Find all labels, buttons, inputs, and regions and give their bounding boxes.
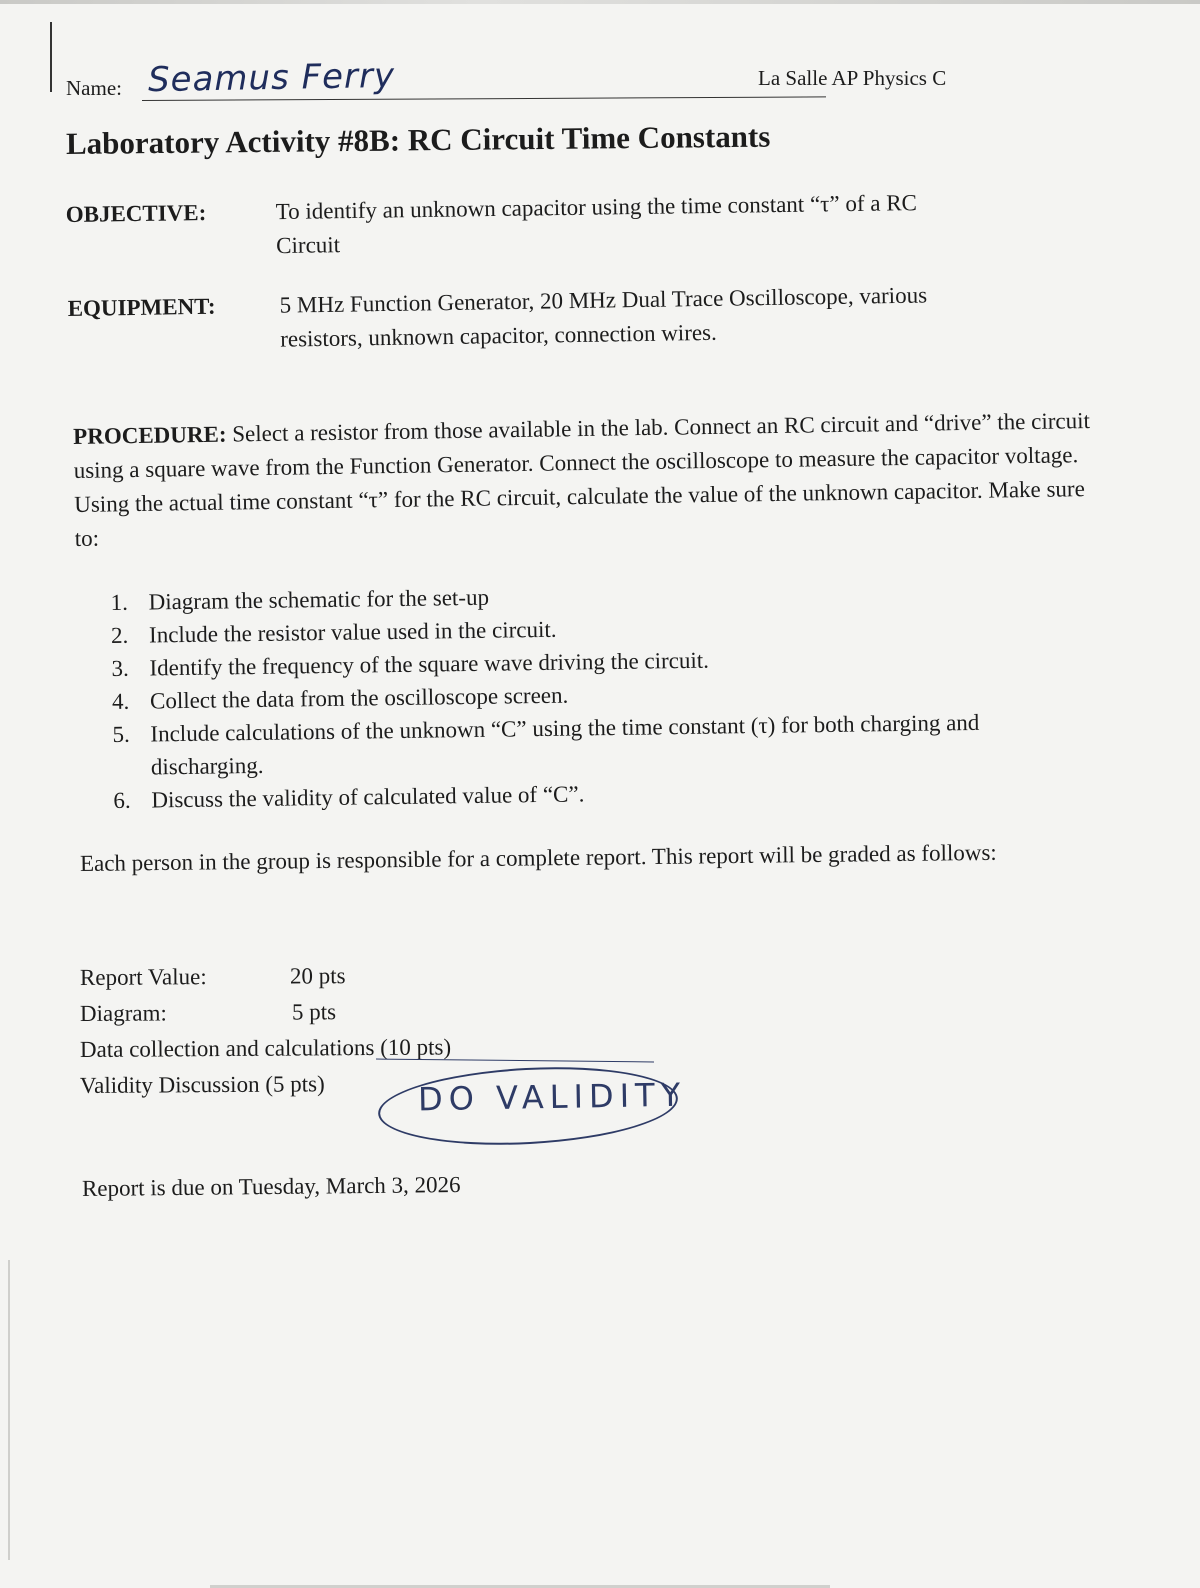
edge-shadow [8,1260,10,1560]
objective-line-2: Circuit [276,232,341,259]
course-label: La Salle AP Physics C [758,66,947,90]
handwritten-name: Seamus Ferry [147,55,396,101]
equipment-section [67,276,1068,362]
header [66,55,1066,110]
equipment-label: EQUIPMENT: [67,293,216,322]
procedure-steps [110,572,1093,817]
handwritten-note: DO VALIDITY [417,1075,687,1119]
step-number: 2. [110,622,129,649]
grade-row-report [80,959,480,994]
diagram-label: Diagram: [79,1000,167,1026]
grade-row-data: Data collection and calculations (10 pts) [79,1034,452,1062]
step-text: Collect the data from the oscilloscope screen. [149,682,569,714]
page-title: Laboratory Activity #8B: RC Circuit Time Constants [65,118,771,161]
step-number: 1. [110,589,129,616]
grading-intro: Each person in the group is responsible for a complete report. This report will be graded as follows: [79,839,997,876]
procedure-label: PROCEDURE: [72,421,227,450]
step-text: Include the resistor value used in the circuit. [148,616,557,648]
step-number: 4. [111,688,130,714]
step-number: 5. [112,721,130,747]
procedure-section [73,404,1115,556]
due-date: Report is due on Tuesday, March 3, 2026 [81,1172,461,1201]
step-text: Identify the frequency of the square wave driving the circuit. [149,647,710,681]
diagram-points: 5 pts [291,999,337,1025]
equipment-line-1: 5 MHz Function Generator, 20 MHz Dual Trace Oscilloscope, various [279,282,928,318]
report-value-label: Report Value: [79,964,207,990]
step-text: Include calculations of the unknown “C” using the time constant (τ) for both charging and discharging. [150,709,980,780]
procedure-text: Select a resistor from those available in the lab. Connect an RC circuit and “drive” the circuit using a square wave from the Function Generator. Connect the oscilloscope to measure the capacitor voltage. Using the actual time constant “τ” for the RC circuit, calculate the value of the unknown capacitor. Make sure to: [73,408,1091,551]
pen-margin-mark [50,22,52,92]
objective-label: OBJECTIVE: [65,200,207,228]
grade-row-diagram [80,995,480,1030]
objective-section [66,184,1067,268]
objective-line-1: To identify an unknown capacitor using the time constant “τ” of a RC [275,190,918,225]
grade-row-validity: Validity Discussion (5 pts) [79,1071,325,1098]
report-value-points: 20 pts [289,963,346,989]
step-text: Diagram the schematic for the set-up [148,584,490,615]
equipment-line-2: resistors, unknown capacitor, connection wires. [280,319,717,352]
name-label: Name: [66,76,122,100]
step-number: 6. [113,787,131,813]
step-text: Discuss the validity of calculated value of “C”. [151,781,585,813]
step-number: 3. [111,655,129,682]
